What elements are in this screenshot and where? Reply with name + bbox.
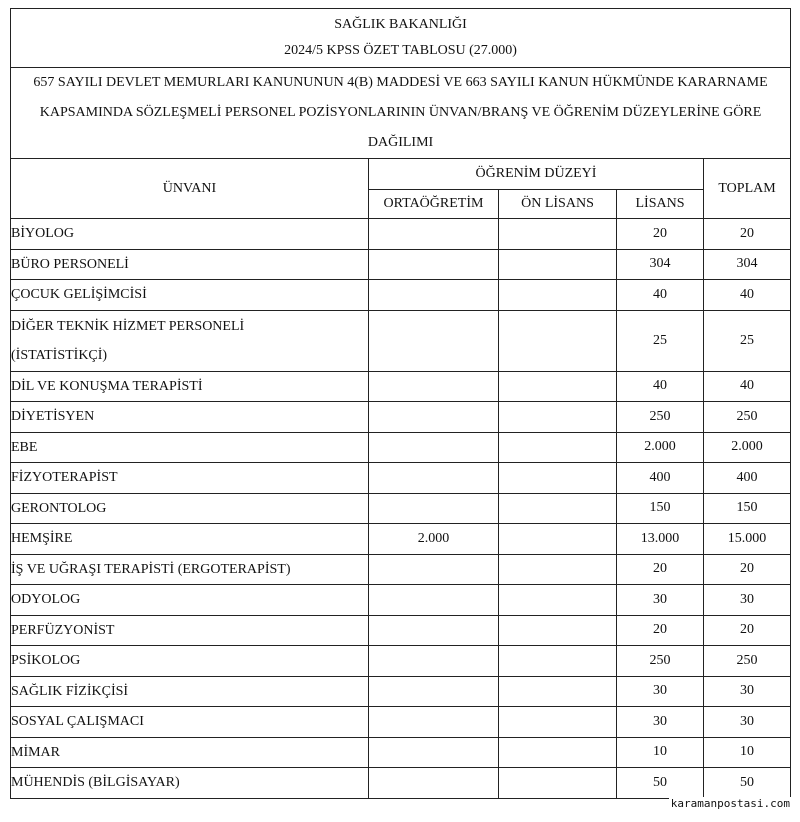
cell-total: 20 [704,615,791,646]
table-row [11,768,791,799]
cell-associate [499,219,617,250]
table-row [11,280,791,311]
description-row [11,68,791,159]
cell-bachelor: 13.000 [617,524,704,555]
cell-total: 250 [704,646,791,677]
cell-secondary [369,219,499,250]
cell-bachelor: 250 [617,402,704,433]
cell-secondary: 2.000 [369,524,499,555]
cell-bachelor: 20 [617,219,704,250]
cell-secondary [369,676,499,707]
cell-associate [499,676,617,707]
cell-associate [499,646,617,677]
cell-associate [499,524,617,555]
row-title-text: HEMŞİRE [11,531,73,547]
row-title-text: BÜRO PERSONELİ [11,256,129,272]
column-header-associate: ÖN LİSANS [499,190,617,219]
cell-total: 30 [704,707,791,738]
cell-associate [499,280,617,311]
column-header-title: ÜNVANI [11,159,369,219]
cell-associate [499,493,617,524]
title-row [11,9,791,68]
row-title [11,554,369,585]
cell-secondary [369,707,499,738]
table-row [11,615,791,646]
table-row [11,737,791,768]
table-row [11,676,791,707]
row-title [11,768,369,799]
column-header-education-level: ÖĞRENİM DÜZEYİ [369,159,704,190]
row-title-text: ODYOLOG [11,592,81,608]
cell-secondary [369,615,499,646]
table-row [11,463,791,494]
table-title: 2024/5 KPSS ÖZET TABLOSU (27.000) [284,43,517,58]
cell-secondary [369,493,499,524]
cell-associate [499,554,617,585]
cell-secondary [369,768,499,799]
row-title-text-line2: (İSTATİSTİKÇİ) [11,347,108,363]
cell-associate [499,249,617,280]
table-row [11,432,791,463]
cell-secondary [369,402,499,433]
cell-secondary [369,249,499,280]
table-row [11,493,791,524]
cell-bachelor: 2.000 [617,432,704,463]
cell-bachelor: 30 [617,676,704,707]
row-title [11,310,369,371]
column-header-bachelor: LİSANS [617,190,704,219]
row-title [11,219,369,250]
cell-associate [499,432,617,463]
cell-bachelor: 10 [617,737,704,768]
cell-bachelor: 400 [617,463,704,494]
cell-total: 150 [704,493,791,524]
row-title-text: SAĞLIK FİZİKÇİSİ [11,683,129,699]
cell-bachelor: 20 [617,615,704,646]
cell-bachelor: 40 [617,280,704,311]
cell-associate [499,768,617,799]
row-title [11,585,369,616]
row-title-text: EBE [11,439,38,455]
cell-associate [499,737,617,768]
row-title-text: MÜHENDİS (BİLGİSAYAR) [11,775,180,791]
table-row [11,707,791,738]
table-row [11,554,791,585]
cell-associate [499,707,617,738]
row-title-text: ÇOCUK GELİŞİMCİSİ [11,287,147,303]
cell-secondary [369,554,499,585]
row-title [11,493,369,524]
cell-bachelor: 40 [617,371,704,402]
cell-associate [499,463,617,494]
row-title [11,463,369,494]
row-title [11,707,369,738]
table-description: 657 SAYILI DEVLET MEMURLARI KANUNUNUN 4(B) MADDESİ VE 663 SAYILI KANUN HÜKMÜNDE KARARNAME KAPSAMINDA SÖZLEŞMELİ PERSONEL POZİSYONLARININ ÜNVAN/BRANŞ VE ÖĞRENİM DÜZEYLERİNE GÖRE DAĞILIMI [11,68,791,159]
cell-total: 30 [704,676,791,707]
row-title-text: DİĞER TEKNİK HİZMET PERSONELİ [11,318,245,334]
cell-secondary [369,432,499,463]
row-title [11,737,369,768]
document-page [10,8,790,799]
table-row [11,524,791,555]
cell-total: 400 [704,463,791,494]
column-header-secondary: ORTAÖĞRETİM [369,190,499,219]
row-title-text: SOSYAL ÇALIŞMACI [11,714,144,730]
cell-associate [499,371,617,402]
cell-associate [499,615,617,646]
cell-secondary [369,737,499,768]
cell-associate [499,585,617,616]
source-watermark: karamanpostasi.com [670,797,790,810]
cell-total: 40 [704,371,791,402]
cell-secondary [369,371,499,402]
cell-total: 40 [704,280,791,311]
ministry-name: SAĞLIK BAKANLIĞI [334,17,467,32]
row-title [11,646,369,677]
cell-secondary [369,646,499,677]
cell-bachelor: 30 [617,585,704,616]
row-title [11,249,369,280]
table-row [11,371,791,402]
table-row [11,402,791,433]
row-title [11,615,369,646]
cell-associate [499,402,617,433]
cell-bachelor: 250 [617,646,704,677]
cell-total: 250 [704,402,791,433]
cell-total: 304 [704,249,791,280]
cell-secondary [369,310,499,371]
cell-total: 2.000 [704,432,791,463]
summary-table [10,8,791,799]
cell-total: 30 [704,585,791,616]
row-title-text: PSİKOLOG [11,653,81,669]
row-title-text: MİMAR [11,744,61,760]
cell-bachelor: 30 [617,707,704,738]
cell-total: 20 [704,554,791,585]
cell-total: 20 [704,219,791,250]
cell-total: 25 [704,310,791,371]
table-row [11,585,791,616]
row-title-text: İŞ VE UĞRAŞI TERAPİSTİ (ERGOTERAPİST) [11,561,291,577]
cell-total: 50 [704,768,791,799]
document-title [11,9,791,68]
column-group-row [11,159,791,190]
table-row [11,310,791,371]
table-row [11,219,791,250]
cell-bachelor: 150 [617,493,704,524]
row-title [11,676,369,707]
cell-total: 10 [704,737,791,768]
row-title [11,432,369,463]
row-title [11,402,369,433]
cell-bachelor: 20 [617,554,704,585]
row-title-text: BİYOLOG [11,226,74,242]
row-title-text: GERONTOLOG [11,500,107,516]
row-title [11,280,369,311]
cell-total: 15.000 [704,524,791,555]
row-title-text: FİZYOTERAPİST [11,470,118,486]
cell-bachelor: 25 [617,310,704,371]
row-title-text: PERFÜZYONİST [11,622,115,638]
cell-secondary [369,585,499,616]
row-title-text: DİYETİSYEN [11,409,95,425]
row-title [11,524,369,555]
row-title-text: DİL VE KONUŞMA TERAPİSTİ [11,378,203,394]
cell-bachelor: 304 [617,249,704,280]
table-row [11,249,791,280]
cell-bachelor: 50 [617,768,704,799]
table-body [11,219,791,799]
row-title [11,371,369,402]
table-row [11,646,791,677]
cell-associate [499,310,617,371]
cell-secondary [369,280,499,311]
column-header-total: TOPLAM [704,159,791,219]
cell-secondary [369,463,499,494]
